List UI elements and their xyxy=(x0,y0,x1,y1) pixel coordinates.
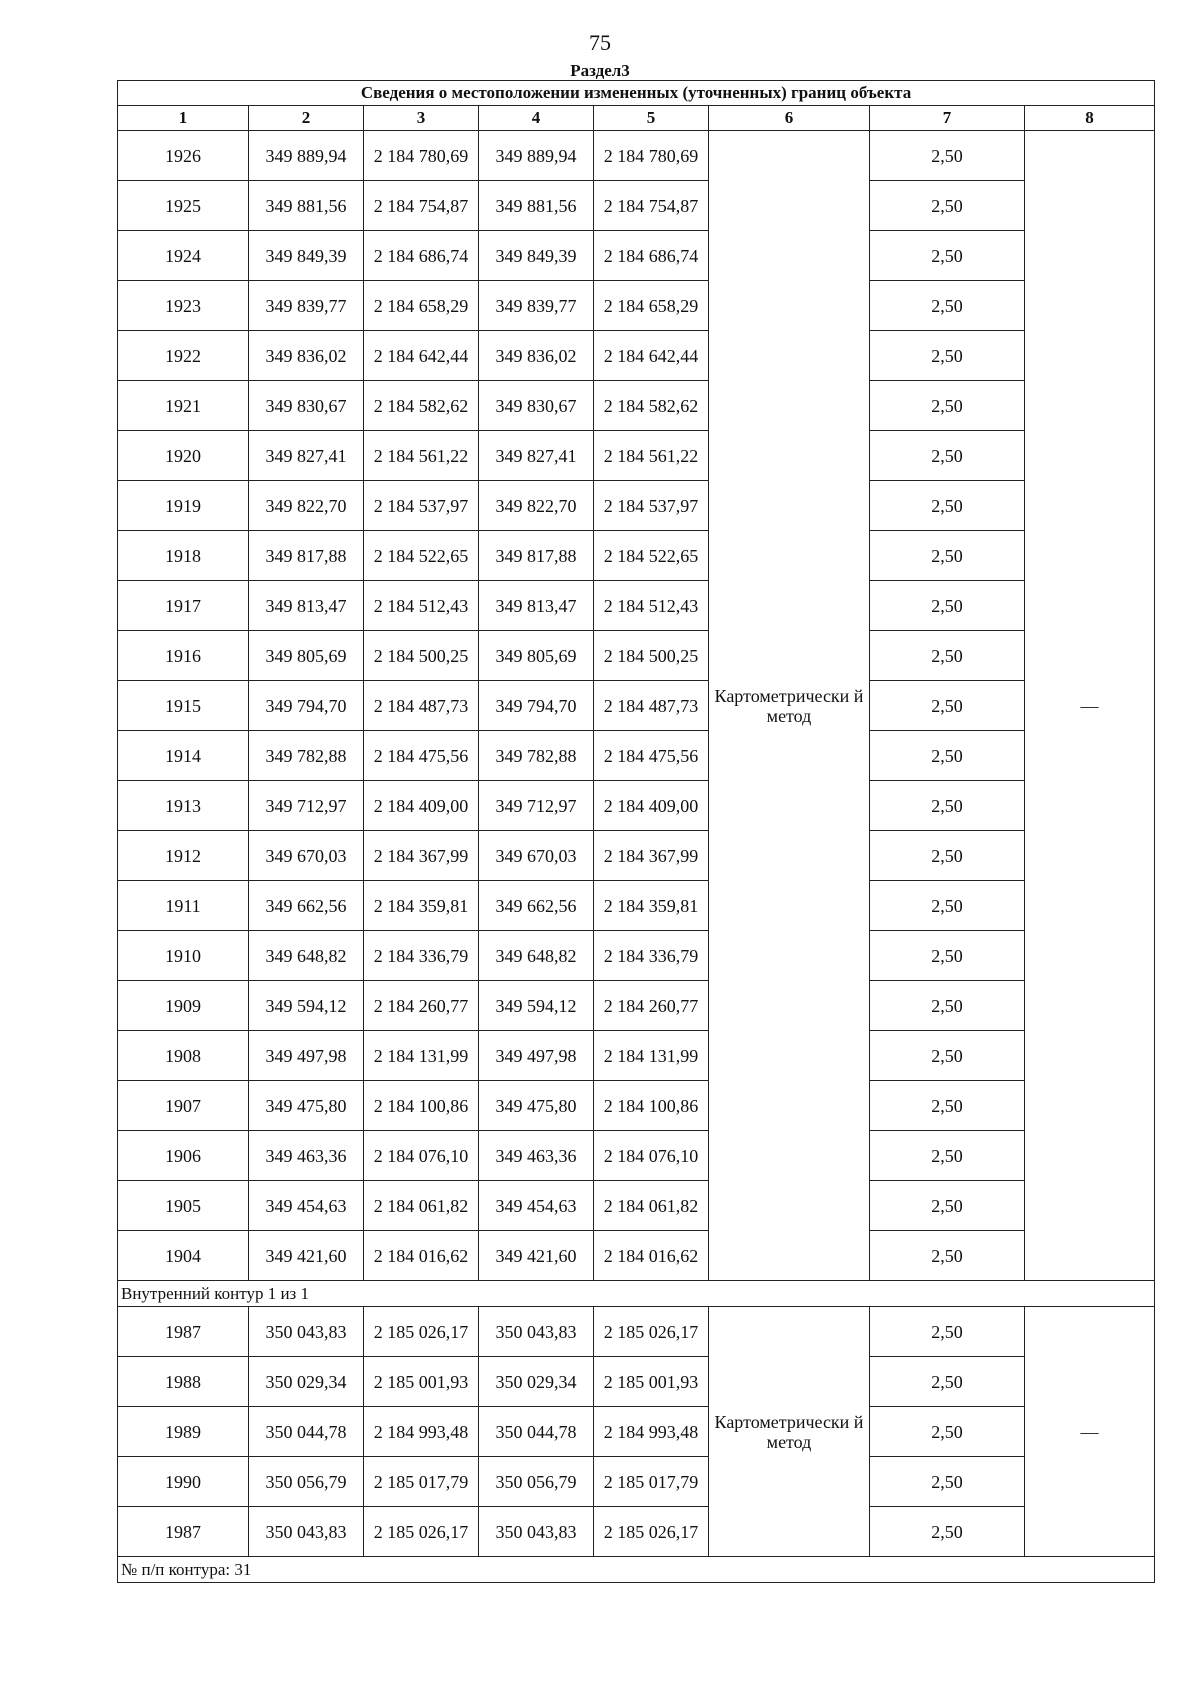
table-row xyxy=(118,1181,1155,1231)
table-cell: 1906 xyxy=(118,1131,249,1181)
table-cell: 349 839,77 xyxy=(479,281,594,331)
table-cell: 2 184 487,73 xyxy=(364,681,479,731)
table-cell: 2,50 xyxy=(870,1231,1025,1281)
table-cell: 349 849,39 xyxy=(249,231,364,281)
table-cell: 1921 xyxy=(118,381,249,431)
boundary-table xyxy=(117,80,1155,1583)
table-cell: 2 184 500,25 xyxy=(594,631,709,681)
table-row xyxy=(118,1031,1155,1081)
table-cell: 2 184 686,74 xyxy=(364,231,479,281)
table-cell: 1919 xyxy=(118,481,249,531)
table-cell: 2,50 xyxy=(870,931,1025,981)
table-cell: 1911 xyxy=(118,881,249,931)
table-cell: 2 184 487,73 xyxy=(594,681,709,731)
table-row xyxy=(118,281,1155,331)
table-row xyxy=(118,1307,1155,1357)
table-cell: 2 184 076,10 xyxy=(364,1131,479,1181)
inner-contour-label-row xyxy=(118,1281,1155,1307)
table-cell: 2 184 537,97 xyxy=(594,481,709,531)
table-cell: 2 184 561,22 xyxy=(594,431,709,481)
table-cell: 349 881,56 xyxy=(249,181,364,231)
table-cell: 2 184 367,99 xyxy=(364,831,479,881)
table-cell: 1918 xyxy=(118,531,249,581)
table-cell: 350 043,83 xyxy=(479,1307,594,1357)
table-cell: 2,50 xyxy=(870,981,1025,1031)
table-cell: 349 454,63 xyxy=(249,1181,364,1231)
table-cell: 349 881,56 xyxy=(479,181,594,231)
table-cell: 2 184 061,82 xyxy=(594,1181,709,1231)
table-cell: 1989 xyxy=(118,1407,249,1457)
table-row xyxy=(118,1357,1155,1407)
table-cell: 2,50 xyxy=(870,231,1025,281)
table-cell: 2 185 017,79 xyxy=(364,1457,479,1507)
table-cell: 2,50 xyxy=(870,131,1025,181)
table-cell: 349 817,88 xyxy=(479,531,594,581)
table-cell: 349 817,88 xyxy=(249,531,364,581)
table-cell: 2 184 993,48 xyxy=(364,1407,479,1457)
column-header: 3 xyxy=(364,106,479,131)
table-cell: 2,50 xyxy=(870,1181,1025,1231)
table-cell: 2 184 582,62 xyxy=(364,381,479,431)
table-cell: 2 184 642,44 xyxy=(364,331,479,381)
table-cell: 1987 xyxy=(118,1507,249,1557)
table-cell: 349 670,03 xyxy=(479,831,594,881)
table-row xyxy=(118,731,1155,781)
method-cell: Картометрически й метод xyxy=(709,131,870,1281)
table-cell: 2,50 xyxy=(870,331,1025,381)
table-cell: 349 475,80 xyxy=(479,1081,594,1131)
table-cell: 349 712,97 xyxy=(249,781,364,831)
table-row xyxy=(118,381,1155,431)
table-cell: 1912 xyxy=(118,831,249,881)
table-row xyxy=(118,1457,1155,1507)
table-cell: 2,50 xyxy=(870,731,1025,781)
table-cell: 2 184 780,69 xyxy=(364,131,479,181)
table-cell: 350 043,83 xyxy=(479,1507,594,1557)
table-cell: 2 185 017,79 xyxy=(594,1457,709,1507)
table-cell: 2 184 561,22 xyxy=(364,431,479,481)
table-cell: 349 662,56 xyxy=(479,881,594,931)
table-cell: 349 822,70 xyxy=(479,481,594,531)
table-cell: 2 184 336,79 xyxy=(364,931,479,981)
table-cell: 2 184 367,99 xyxy=(594,831,709,881)
table-cell: 2 184 076,10 xyxy=(594,1131,709,1181)
inner-contour-label: Внутренний контур 1 из 1 xyxy=(118,1281,1155,1307)
table-cell: 349 421,60 xyxy=(249,1231,364,1281)
table-cell: 1923 xyxy=(118,281,249,331)
table-cell: 349 836,02 xyxy=(479,331,594,381)
table-cell: 2 184 131,99 xyxy=(594,1031,709,1081)
table-cell: 2 184 409,00 xyxy=(364,781,479,831)
table-cell: 2,50 xyxy=(870,781,1025,831)
table-cell: 2 184 475,56 xyxy=(594,731,709,781)
table-cell: 1920 xyxy=(118,431,249,481)
table-cell: 2,50 xyxy=(870,431,1025,481)
table-cell: 349 670,03 xyxy=(249,831,364,881)
table-cell: 2,50 xyxy=(870,1507,1025,1557)
table-cell: 1922 xyxy=(118,331,249,381)
table-cell: 2 184 359,81 xyxy=(594,881,709,931)
table-cell: 349 463,36 xyxy=(479,1131,594,1181)
table-cell: 349 849,39 xyxy=(479,231,594,281)
table-cell: 1988 xyxy=(118,1357,249,1407)
table-cell: 2 184 016,62 xyxy=(364,1231,479,1281)
table-cell: 2 184 780,69 xyxy=(594,131,709,181)
table-caption-row xyxy=(118,81,1155,106)
table-cell: 1909 xyxy=(118,981,249,1031)
table-row xyxy=(118,781,1155,831)
table-cell: 350 029,34 xyxy=(479,1357,594,1407)
table-cell: 2 184 512,43 xyxy=(364,581,479,631)
table-cell: 2 184 260,77 xyxy=(364,981,479,1031)
table-cell: 2 184 522,65 xyxy=(364,531,479,581)
table-cell: 350 056,79 xyxy=(249,1457,364,1507)
contour-number-label-row xyxy=(118,1557,1155,1583)
table-cell: 350 056,79 xyxy=(479,1457,594,1507)
table-cell: 349 827,41 xyxy=(249,431,364,481)
table-cell: 349 648,82 xyxy=(479,931,594,981)
contour-number-label: № п/п контура: 31 xyxy=(118,1557,1155,1583)
table-cell: 349 463,36 xyxy=(249,1131,364,1181)
table-cell: 349 830,67 xyxy=(249,381,364,431)
table-row xyxy=(118,1131,1155,1181)
table-row xyxy=(118,1507,1155,1557)
table-cell: 2,50 xyxy=(870,1131,1025,1181)
table-cell: 2,50 xyxy=(870,581,1025,631)
table-cell: 349 782,88 xyxy=(479,731,594,781)
table-cell: 1905 xyxy=(118,1181,249,1231)
table-cell: 2 184 658,29 xyxy=(594,281,709,331)
table-cell: 349 822,70 xyxy=(249,481,364,531)
table-cell: 2 185 001,93 xyxy=(594,1357,709,1407)
table-cell: 2 184 359,81 xyxy=(364,881,479,931)
table-row xyxy=(118,581,1155,631)
table-cell: 2,50 xyxy=(870,681,1025,731)
column-header: 4 xyxy=(479,106,594,131)
table-cell: 349 421,60 xyxy=(479,1231,594,1281)
table-cell: 2,50 xyxy=(870,1081,1025,1131)
table-cell: 2,50 xyxy=(870,1457,1025,1507)
table-cell: 1915 xyxy=(118,681,249,731)
table-cell: 349 827,41 xyxy=(479,431,594,481)
table-cell: 2 184 754,87 xyxy=(594,181,709,231)
table-cell: 349 830,67 xyxy=(479,381,594,431)
table-cell: 2 185 026,17 xyxy=(594,1507,709,1557)
table-cell: 349 497,98 xyxy=(249,1031,364,1081)
table-row xyxy=(118,331,1155,381)
table-cell: 2 184 131,99 xyxy=(364,1031,479,1081)
table-cell: 349 805,69 xyxy=(479,631,594,681)
table-cell: 2 184 993,48 xyxy=(594,1407,709,1457)
table-cell: 2 185 026,17 xyxy=(364,1507,479,1557)
table-row xyxy=(118,231,1155,281)
table-cell: 349 813,47 xyxy=(479,581,594,631)
table-cell: 2,50 xyxy=(870,531,1025,581)
table-cell: 2,50 xyxy=(870,381,1025,431)
table-cell: 349 475,80 xyxy=(249,1081,364,1131)
table-row xyxy=(118,181,1155,231)
table-cell: 2,50 xyxy=(870,881,1025,931)
table-row xyxy=(118,931,1155,981)
table-cell: 1908 xyxy=(118,1031,249,1081)
column-header: 8 xyxy=(1025,106,1155,131)
table-row xyxy=(118,431,1155,481)
table-cell: 1925 xyxy=(118,181,249,231)
column-header: 6 xyxy=(709,106,870,131)
table-cell: 1917 xyxy=(118,581,249,631)
table-cell: 349 594,12 xyxy=(249,981,364,1031)
table-cell: 1907 xyxy=(118,1081,249,1131)
table-row xyxy=(118,1231,1155,1281)
table-row xyxy=(118,531,1155,581)
table-cell: 2 184 642,44 xyxy=(594,331,709,381)
table-cell: 349 836,02 xyxy=(249,331,364,381)
table-body xyxy=(118,81,1155,1583)
table-cell: 2,50 xyxy=(870,1031,1025,1081)
table-cell: 2 184 522,65 xyxy=(594,531,709,581)
table-cell: 2 184 016,62 xyxy=(594,1231,709,1281)
table-cell: 350 043,83 xyxy=(249,1307,364,1357)
table-cell: 349 497,98 xyxy=(479,1031,594,1081)
column-header-row xyxy=(118,106,1155,131)
table-cell: 349 648,82 xyxy=(249,931,364,981)
table-cell: 2 184 100,86 xyxy=(594,1081,709,1131)
table-cell: 2,50 xyxy=(870,1357,1025,1407)
table-cell: 349 889,94 xyxy=(249,131,364,181)
table-cell: 2,50 xyxy=(870,631,1025,681)
table-row xyxy=(118,131,1155,181)
table-cell: 2,50 xyxy=(870,481,1025,531)
table-cell: 349 794,70 xyxy=(479,681,594,731)
table-cell: 349 594,12 xyxy=(479,981,594,1031)
table-row xyxy=(118,1407,1155,1457)
table-cell: 349 805,69 xyxy=(249,631,364,681)
table-cell: 2,50 xyxy=(870,1407,1025,1457)
method-cell: Картометрически й метод xyxy=(709,1307,870,1557)
column-header: 7 xyxy=(870,106,1025,131)
table-cell: 1913 xyxy=(118,781,249,831)
table-cell: 1926 xyxy=(118,131,249,181)
table-row xyxy=(118,881,1155,931)
column-header: 2 xyxy=(249,106,364,131)
page-number: 75 xyxy=(589,30,611,55)
table-cell: 349 662,56 xyxy=(249,881,364,931)
table-cell: 2 185 001,93 xyxy=(364,1357,479,1407)
table-cell: 350 044,78 xyxy=(249,1407,364,1457)
table-cell: 349 839,77 xyxy=(249,281,364,331)
table-cell: 349 794,70 xyxy=(249,681,364,731)
table-cell: 2 184 260,77 xyxy=(594,981,709,1031)
column-header: 1 xyxy=(118,106,249,131)
table-cell: 2,50 xyxy=(870,281,1025,331)
table-cell: 1904 xyxy=(118,1231,249,1281)
table-cell: 2 184 336,79 xyxy=(594,931,709,981)
table-row xyxy=(118,631,1155,681)
table-cell: 2 184 537,97 xyxy=(364,481,479,531)
table-cell: 349 454,63 xyxy=(479,1181,594,1231)
table-cell: 349 889,94 xyxy=(479,131,594,181)
table-row xyxy=(118,981,1155,1031)
col8-cell: — xyxy=(1025,1307,1155,1557)
section-title: Раздел3 xyxy=(570,61,630,80)
table-row xyxy=(118,1081,1155,1131)
table-cell: 350 044,78 xyxy=(479,1407,594,1457)
table-cell: 350 029,34 xyxy=(249,1357,364,1407)
table-cell: 1990 xyxy=(118,1457,249,1507)
table-cell: 2 184 686,74 xyxy=(594,231,709,281)
table-cell: 1914 xyxy=(118,731,249,781)
table-cell: 1924 xyxy=(118,231,249,281)
table-cell: 349 712,97 xyxy=(479,781,594,831)
table-cell: 2 184 582,62 xyxy=(594,381,709,431)
table-cell: 349 813,47 xyxy=(249,581,364,631)
table-cell: 2 184 754,87 xyxy=(364,181,479,231)
table-cell: 2 184 100,86 xyxy=(364,1081,479,1131)
table-caption: Сведения о местоположении измененных (уточненных) границ объекта xyxy=(118,81,1155,106)
table-row xyxy=(118,481,1155,531)
table-cell: 2,50 xyxy=(870,831,1025,881)
table-cell: 2,50 xyxy=(870,1307,1025,1357)
col8-cell: — xyxy=(1025,131,1155,1281)
table-cell: 2 184 061,82 xyxy=(364,1181,479,1231)
table-cell: 349 782,88 xyxy=(249,731,364,781)
table-cell: 2 185 026,17 xyxy=(364,1307,479,1357)
table-row xyxy=(118,831,1155,881)
table-cell: 1910 xyxy=(118,931,249,981)
table-row xyxy=(118,681,1155,731)
table-cell: 2,50 xyxy=(870,181,1025,231)
table-cell: 1916 xyxy=(118,631,249,681)
table-cell: 350 043,83 xyxy=(249,1507,364,1557)
table-cell: 2 184 500,25 xyxy=(364,631,479,681)
table-cell: 2 185 026,17 xyxy=(594,1307,709,1357)
table-cell: 2 184 512,43 xyxy=(594,581,709,631)
table-cell: 1987 xyxy=(118,1307,249,1357)
column-header: 5 xyxy=(594,106,709,131)
table-cell: 2 184 658,29 xyxy=(364,281,479,331)
table-cell: 2 184 409,00 xyxy=(594,781,709,831)
table-cell: 2 184 475,56 xyxy=(364,731,479,781)
